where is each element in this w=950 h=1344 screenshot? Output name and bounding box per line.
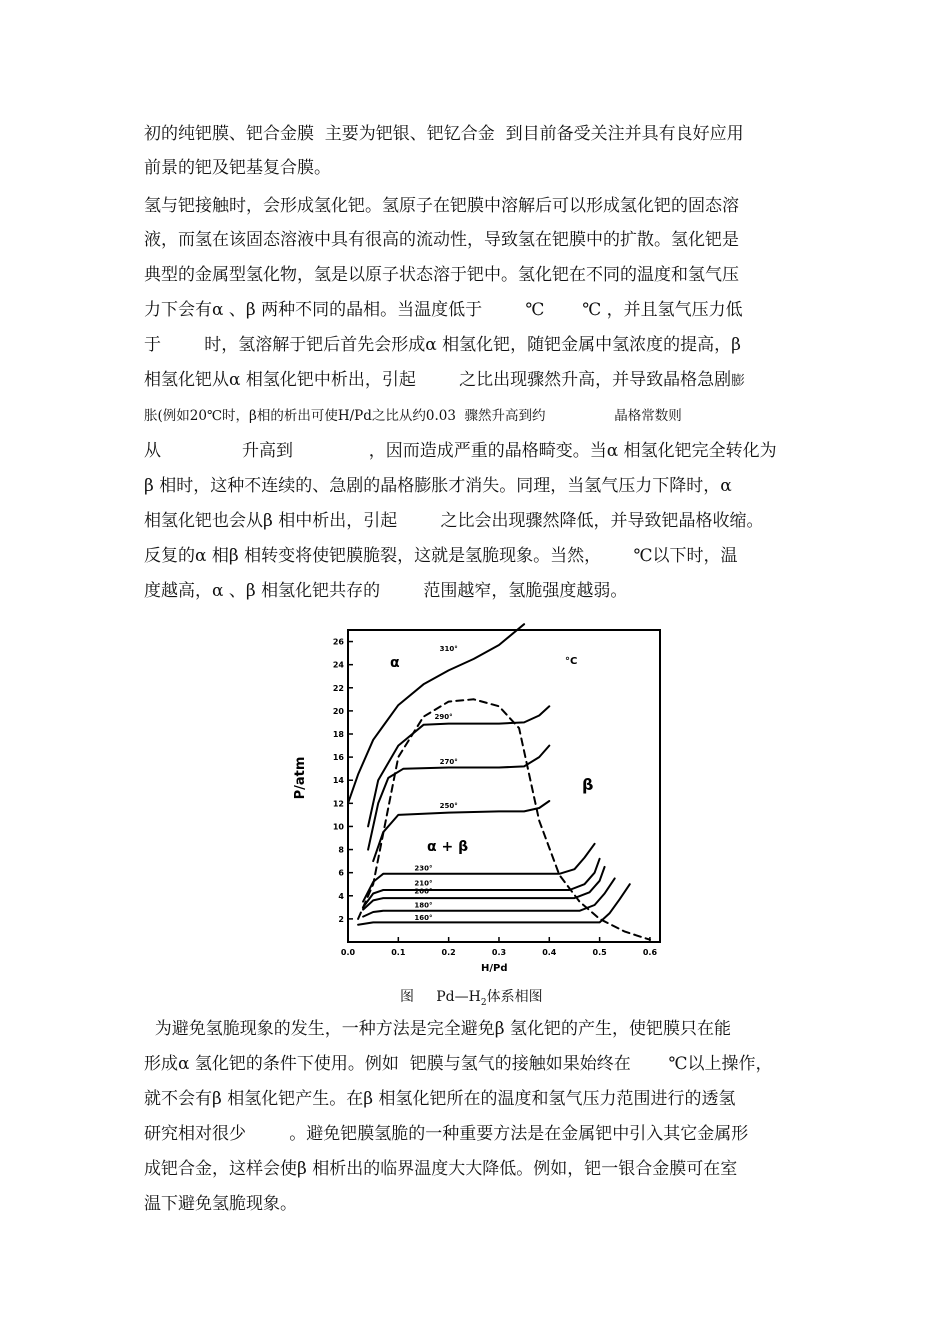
region-beta-label: β	[582, 775, 594, 794]
text-line: 反复的α 相β 相转变将使钯膜脆裂，这就是氢脆现象。当然， ℃以下时，温	[144, 546, 738, 566]
text-line: 温下避免氢脆现象。	[144, 1194, 297, 1214]
isotherm-label: 180°	[414, 901, 433, 910]
isotherm-label: 290°	[434, 712, 453, 721]
y-tick-label: 16	[332, 753, 344, 763]
caption-prefix: 图 Pd—H	[400, 989, 481, 1005]
region-alpha-label: α	[390, 655, 400, 671]
text-line: 形成α 氢化钯的条件下使用。例如 钯膜与氢气的接触如果始终在 ℃以上操作，	[144, 1054, 773, 1074]
text-line: 前景的钯及钯基复合膜。	[144, 158, 331, 178]
y-tick-label: 22	[332, 683, 344, 693]
y-tick-label: 18	[332, 730, 344, 739]
y-tick-label: 12	[332, 799, 344, 809]
isotherm-label: 250°	[439, 801, 458, 810]
text-line: 就不会有β 相氢化钯产生。在β 相氢化钯所在的温度和氢气压力范围进行的透氢	[144, 1089, 736, 1109]
y-tick-label: 10	[332, 822, 344, 832]
y-tick-label: 2	[338, 914, 344, 924]
caption-suffix: 体系相图	[486, 989, 543, 1005]
text-line: β 相时，这种不连续的、急剧的晶格膨胀才消失。同理，当氢气压力下降时，α	[144, 476, 732, 496]
x-tick-label: 0.4	[542, 948, 557, 957]
region-mix-label: α + β	[427, 839, 469, 855]
isotherm-label: 200°	[414, 887, 433, 896]
x-tick-label: 0.2	[441, 948, 456, 957]
text-line: 典型的金属型氢化物，氢是以原子状态溶于钯中。氢化钯在不同的温度和氢气压	[144, 265, 739, 285]
isotherm-curve	[363, 844, 594, 902]
y-tick-label: 8	[338, 845, 344, 855]
unit-label: °C	[565, 656, 578, 667]
x-tick-label: 0.5	[592, 948, 607, 957]
text-line: 度越高，α 、β 相氢化钯共存的 范围越窄，氢脆强度越弱。	[144, 581, 628, 601]
text-line: 初的纯钯膜、钯合金膜 主要为钯银、钯钇合金 到目前备受关注并具有良好应用	[144, 124, 744, 144]
y-tick-label: 24	[332, 660, 344, 670]
x-tick-label: 0.6	[642, 948, 658, 957]
text-line: 为避免氢脆现象的发生，一种方法是完全避免β 氢化钯的产生，使钯膜只在能	[144, 1019, 732, 1039]
text-line: 液，而氢在该固态溶液中具有很高的流动性，导致氢在钯膜中的扩散。氢化钯是	[144, 230, 739, 250]
isotherm-curve	[363, 859, 599, 908]
text-line: 力下会有α 、β 两种不同的晶相。当温度低于 ℃ ℃ ，并且氢气压力低	[144, 300, 743, 320]
text-line: 成钯合金，这样会使β 相析出的临界温度大大降低。例如，钯一银合金膜可在室	[144, 1159, 738, 1179]
y-tick-label: 6	[338, 868, 344, 878]
y-axis-label: P/atm	[293, 756, 308, 800]
plot-area	[348, 624, 650, 940]
figure-caption	[400, 986, 543, 1008]
isotherm-curve	[368, 746, 549, 850]
y-tick-label: 26	[332, 637, 344, 647]
isotherm-label: 160°	[414, 914, 433, 923]
y-tick-label: 14	[332, 776, 344, 786]
text-segment: 膨	[731, 373, 745, 389]
text-line	[144, 369, 745, 392]
x-tick-label: 0.1	[391, 948, 406, 957]
phase-diagram	[272, 618, 672, 978]
y-tick-label: 4	[338, 891, 344, 901]
isotherm-label: 230°	[414, 864, 433, 873]
x-tick-label: 0.3	[491, 948, 507, 957]
caption-subscript: 2	[480, 997, 487, 1008]
y-tick-label: 20	[332, 706, 344, 716]
plot-frame	[348, 630, 660, 942]
text-line: 氢与钯接触时，会形成氢化钯。氢原子在钯膜中溶解后可以形成氢化钯的固态溶	[144, 196, 739, 216]
isotherm-label: 270°	[439, 758, 458, 767]
x-tick-label: 0.0	[340, 948, 356, 957]
text-line: 相氢化钯也会从β 相中析出，引起 之比会出现骤然降低，并导致钯晶格收缩。	[144, 511, 764, 531]
text-line: 研究相对很少 。避免钯膜氢脆的一种重要方法是在金属钯中引入其它金属形	[144, 1124, 749, 1144]
isotherm-label: 210°	[414, 879, 433, 888]
isotherm-label: 310°	[439, 644, 458, 653]
text-line: 于 时，氢溶解于钯后首先会形成α 相氢化钯，随钯金属中氢浓度的提高，β	[144, 335, 741, 355]
text-line: 从 升高到 ，因而造成严重的晶格畸变。当α 相氢化钯完全转化为	[144, 441, 777, 461]
phase-boundary-curve	[358, 699, 650, 939]
x-axis-label: H/Pd	[481, 963, 508, 974]
text-line: 胀(例如20℃时，β相的析出可使H/Pd之比从约0.03 骤然升高到约 晶格常数则	[144, 408, 682, 424]
text-segment: 相氢化钯从α 相氢化钯中析出，引起 之比出现骤然升高，并导致晶格急剧	[144, 370, 732, 390]
